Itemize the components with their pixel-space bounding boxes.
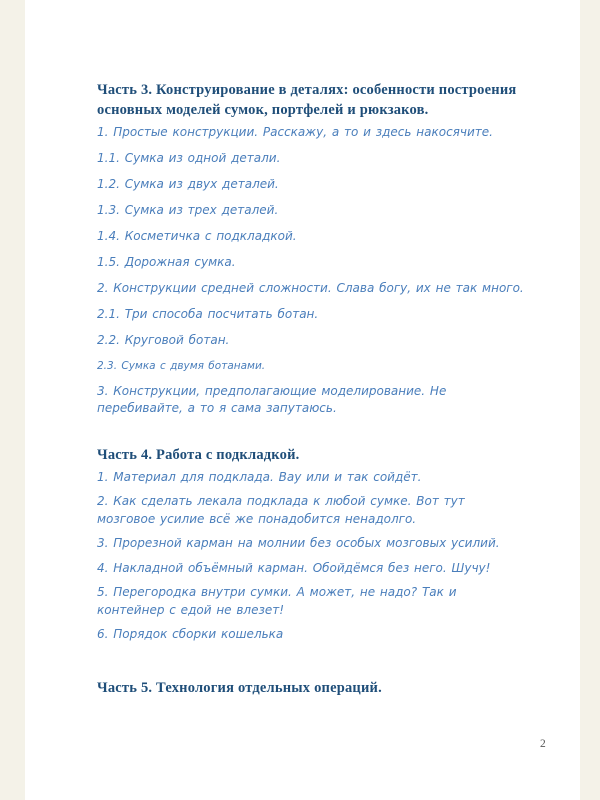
- toc-item: 2.2. Круговой ботан.: [97, 333, 230, 347]
- toc-item: 1.3. Сумка из трех деталей.: [97, 203, 279, 217]
- toc-item: 3. Прорезной карман на молнии без особых мозговых усилий.: [97, 536, 500, 550]
- toc-item: 3. Конструкции, предполагающие моделирование. Не перебивайте, а то я сама запутаюсь.: [97, 383, 447, 415]
- toc-item: 1. Простые конструкции. Расскажу, а то и здесь накосячите.: [97, 125, 493, 139]
- document-page: [25, 0, 580, 800]
- toc-item: 2.1. Три способа посчитать ботан.: [97, 307, 319, 321]
- toc-item: 4. Накладной объёмный карман. Обойдёмся без него. Шучу!: [97, 560, 491, 575]
- toc-item: 1. Материал для подклада. Вау или и так сойдёт.: [97, 469, 422, 484]
- toc-item: 2. Конструкции средней сложности. Слава богу, их не так много.: [97, 281, 524, 295]
- page-content: [25, 0, 580, 698]
- section-heading-part5: [97, 678, 527, 698]
- heading-line: Часть 5. Технология отдельных операций.: [97, 679, 382, 696]
- toc-item: 2. Как сделать лекала подклада к любой сумке. Вот тут мозговое усилие всё же понадобится ненадолго.: [97, 494, 465, 526]
- toc-item: 1.4. Косметичка с подкладкой.: [97, 229, 297, 243]
- toc-item: 2.3. Сумка с двумя ботанами.: [97, 360, 266, 372]
- heading-line: Часть 3. Конструирование в деталях: особенности построения: [97, 82, 517, 98]
- toc-item: 1.2. Сумка из двух деталей.: [97, 177, 279, 191]
- toc-item: 1.1. Сумка из одной детали.: [97, 151, 281, 165]
- section-heading-part3: [97, 80, 527, 120]
- toc-item: 5. Перегородка внутри сумки. А может, не надо? Так и контейнер с едой не влезет!: [97, 585, 457, 617]
- page-number: 2: [540, 738, 546, 750]
- toc-item: 6. Порядок сборки кошелька: [97, 627, 284, 641]
- section-heading-part4: [97, 445, 527, 465]
- heading-line: Часть 4. Работа с подкладкой.: [97, 446, 300, 463]
- heading-line: основных моделей сумок, портфелей и рюкзаков.: [97, 102, 429, 118]
- toc-item: 1.5. Дорожная сумка.: [97, 255, 236, 269]
